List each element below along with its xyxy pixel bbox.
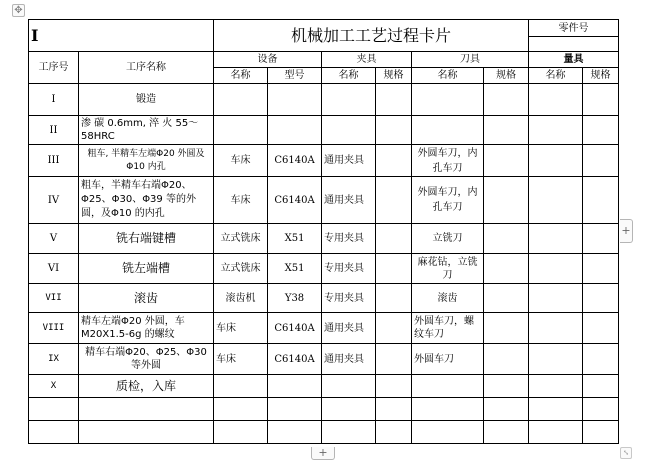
col-header-tool: 刀具 xyxy=(412,52,529,68)
table-row xyxy=(29,284,619,313)
cell-gauge-spec[interactable] xyxy=(583,145,619,177)
cell-gauge-spec[interactable] xyxy=(583,254,619,284)
cell-gauge-name[interactable] xyxy=(529,145,583,177)
cell-seq[interactable]: III xyxy=(29,145,79,177)
cell-tool-name[interactable] xyxy=(412,398,484,421)
cell-eq-name[interactable]: 立式铣床 xyxy=(214,254,268,284)
card-title: 机械加工工艺过程卡片 xyxy=(214,20,529,52)
cell-gauge-name[interactable] xyxy=(529,344,583,375)
cell-eq-model[interactable]: C6140A xyxy=(268,145,322,177)
add-row-button[interactable]: + xyxy=(311,447,335,460)
cell-fx-name[interactable] xyxy=(322,116,376,145)
cell-fx-name[interactable] xyxy=(322,375,376,398)
cell-seq[interactable]: VII xyxy=(29,284,79,313)
cell-gauge-spec[interactable] xyxy=(583,284,619,313)
cell-seq[interactable]: I xyxy=(29,84,79,116)
table-row xyxy=(29,177,619,224)
subheader-equipment-name: 名称 xyxy=(214,68,268,84)
cell-seq[interactable]: V xyxy=(29,224,79,254)
cell-seq[interactable]: VIII xyxy=(29,313,79,344)
cell-gauge-spec[interactable] xyxy=(583,84,619,116)
cell-gauge-spec[interactable] xyxy=(583,116,619,145)
cell-fx-name[interactable]: 通用夹具 xyxy=(322,313,376,344)
cell-fx-spec[interactable] xyxy=(376,421,412,444)
cell-tool-name[interactable] xyxy=(412,375,484,398)
part-number-label: 零件号 xyxy=(529,20,619,37)
cell-seq[interactable]: II xyxy=(29,116,79,145)
process-card-table xyxy=(28,19,619,444)
cell-tool-spec[interactable] xyxy=(484,116,529,145)
cell-gauge-name[interactable] xyxy=(529,398,583,421)
cell-tool-name[interactable]: 麻花钻，立铣刀 xyxy=(412,254,484,284)
cell-tool-name[interactable] xyxy=(412,84,484,116)
cell-eq-name[interactable]: 车床 xyxy=(214,313,268,344)
col-header-gauge: 量具 xyxy=(529,52,619,68)
cell-fx-spec[interactable] xyxy=(376,344,412,375)
cell-eq-model[interactable]: C6140A xyxy=(268,344,322,375)
table-row-empty xyxy=(29,421,619,444)
cell-gauge-name[interactable] xyxy=(529,177,583,224)
cell-name[interactable]: 滚齿 xyxy=(79,284,214,313)
cell-seq[interactable]: VI xyxy=(29,254,79,284)
cell-seq[interactable] xyxy=(29,398,79,421)
cell-fx-spec[interactable] xyxy=(376,254,412,284)
cell-name[interactable]: 粗车, 半精车左端Φ20 外圆及Φ10 内孔 xyxy=(79,145,214,177)
cell-tool-spec[interactable] xyxy=(484,224,529,254)
cell-name[interactable]: 铣右端键槽 xyxy=(79,224,214,254)
cell-eq-model[interactable] xyxy=(268,116,322,145)
cell-gauge-spec[interactable] xyxy=(583,177,619,224)
cell-tool-spec[interactable] xyxy=(484,344,529,375)
table-row xyxy=(29,313,619,344)
cell-fx-spec[interactable] xyxy=(376,284,412,313)
cell-fx-spec[interactable] xyxy=(376,375,412,398)
table-row xyxy=(29,116,619,145)
table-row xyxy=(29,254,619,284)
table-resize-handle-icon[interactable]: ⤡ xyxy=(620,447,632,459)
subheader-fixture-name: 名称 xyxy=(322,68,376,84)
cell-tool-name[interactable]: 外圆车刀，内孔车刀 xyxy=(412,177,484,224)
cell-tool-name[interactable]: 外圆车刀，内孔车刀 xyxy=(412,145,484,177)
cell-tool-spec[interactable] xyxy=(484,375,529,398)
cell-fx-name[interactable]: 专用夹具 xyxy=(322,284,376,313)
cell-tool-spec[interactable] xyxy=(484,177,529,224)
cell-gauge-name[interactable] xyxy=(529,284,583,313)
cell-fx-name[interactable] xyxy=(322,398,376,421)
cell-tool-spec[interactable] xyxy=(484,145,529,177)
table-row xyxy=(29,224,619,254)
cell-eq-model[interactable]: C6140A xyxy=(268,177,322,224)
cell-name[interactable]: 渗 碳 0.6mm, 淬 火 55～58HRC xyxy=(79,116,214,145)
cell-gauge-spec[interactable] xyxy=(583,224,619,254)
subheader-equipment-model: 型号 xyxy=(268,68,322,84)
cell-fx-spec[interactable] xyxy=(376,84,412,116)
add-column-button[interactable]: + xyxy=(620,219,633,243)
cell-fx-name[interactable]: 通用夹具 xyxy=(322,177,376,224)
cell-fx-name[interactable]: 专用夹具 xyxy=(322,254,376,284)
subheader-tool-name: 名称 xyxy=(412,68,484,84)
cell-gauge-name[interactable] xyxy=(529,116,583,145)
cell-eq-name[interactable]: 车床 xyxy=(214,145,268,177)
cell-fx-spec[interactable] xyxy=(376,116,412,145)
cell-fx-name[interactable]: 通用夹具 xyxy=(322,145,376,177)
cell-seq[interactable] xyxy=(29,421,79,444)
cell-name[interactable]: 粗车，半精车右端Φ20、Φ25、Φ30、Φ39 等的外圆，及Φ10 的内孔 xyxy=(79,177,214,224)
cell-fx-name[interactable] xyxy=(322,421,376,444)
cell-eq-model[interactable]: X51 xyxy=(268,254,322,284)
cell-name[interactable] xyxy=(79,421,214,444)
cell-fx-name[interactable]: 通用夹具 xyxy=(322,344,376,375)
subheader-tool-spec: 规格 xyxy=(484,68,529,84)
cell-fx-spec[interactable] xyxy=(376,224,412,254)
cell-gauge-spec[interactable] xyxy=(583,375,619,398)
subheader-gauge-spec: 规格 xyxy=(583,68,619,84)
col-header-equipment: 设备 xyxy=(214,52,322,68)
cell-eq-name[interactable]: 车床 xyxy=(214,177,268,224)
cell-tool-name[interactable] xyxy=(412,421,484,444)
cell-gauge-name[interactable] xyxy=(529,84,583,116)
table-row xyxy=(29,84,619,116)
cell-name[interactable]: 锻造 xyxy=(79,84,214,116)
cell-gauge-name[interactable] xyxy=(529,375,583,398)
table-move-handle-icon[interactable]: ✥ xyxy=(12,4,25,17)
cell-eq-model[interactable]: X51 xyxy=(268,224,322,254)
cell-eq-name[interactable] xyxy=(214,398,268,421)
table-row xyxy=(29,375,619,398)
cell-tool-spec[interactable] xyxy=(484,398,529,421)
table-row xyxy=(29,344,619,375)
cell-fx-name[interactable] xyxy=(322,84,376,116)
cell-eq-model[interactable]: C6140A xyxy=(268,313,322,344)
cell-fx-spec[interactable] xyxy=(376,398,412,421)
cell-eq-name[interactable] xyxy=(214,116,268,145)
table-row-empty xyxy=(29,398,619,421)
part-number-value[interactable] xyxy=(529,37,619,52)
col-header-name: 工序名称 xyxy=(79,52,214,84)
cell-tool-spec[interactable] xyxy=(484,284,529,313)
cell-gauge-name[interactable] xyxy=(529,313,583,344)
cell-eq-model[interactable] xyxy=(268,421,322,444)
cell-name[interactable]: 铣左端槽 xyxy=(79,254,214,284)
cell-eq-model[interactable]: Y38 xyxy=(268,284,322,313)
cell-name[interactable] xyxy=(79,398,214,421)
cell-eq-model[interactable] xyxy=(268,398,322,421)
cell-fx-spec[interactable] xyxy=(376,313,412,344)
cell-eq-model[interactable] xyxy=(268,375,322,398)
col-header-seq: 工序号 xyxy=(29,52,79,84)
cell-fx-name[interactable]: 专用夹具 xyxy=(322,224,376,254)
cell-eq-name[interactable] xyxy=(214,375,268,398)
header-blank-cell[interactable]: I xyxy=(29,20,214,52)
cell-gauge-name[interactable] xyxy=(529,224,583,254)
cell-tool-spec[interactable] xyxy=(484,254,529,284)
cell-tool-spec[interactable] xyxy=(484,421,529,444)
col-header-fixture: 夹具 xyxy=(322,52,412,68)
cell-gauge-spec[interactable] xyxy=(583,344,619,375)
cell-gauge-spec[interactable] xyxy=(583,398,619,421)
cell-name[interactable]: 质检，入库 xyxy=(79,375,214,398)
cell-seq[interactable]: X xyxy=(29,375,79,398)
cell-gauge-spec[interactable] xyxy=(583,421,619,444)
cell-tool-name[interactable]: 外圆车刀 xyxy=(412,344,484,375)
cell-eq-name[interactable] xyxy=(214,84,268,116)
cell-name[interactable]: 精车左端Φ20 外圆，车M20X1.5-6g 的螺纹 xyxy=(79,313,214,344)
cell-tool-name[interactable] xyxy=(412,116,484,145)
cell-tool-name[interactable]: 滚齿 xyxy=(412,284,484,313)
cell-eq-name[interactable]: 立式铣床 xyxy=(214,224,268,254)
cell-tool-spec[interactable] xyxy=(484,313,529,344)
cell-seq[interactable]: IV xyxy=(29,177,79,224)
cell-gauge-name[interactable] xyxy=(529,254,583,284)
subheader-fixture-spec: 规格 xyxy=(376,68,412,84)
cell-tool-name[interactable]: 外圆车刀，螺纹车刀 xyxy=(412,313,484,344)
cell-fx-spec[interactable] xyxy=(376,145,412,177)
cell-tool-spec[interactable] xyxy=(484,84,529,116)
cell-eq-model[interactable] xyxy=(268,84,322,116)
cell-eq-name[interactable]: 滚齿机 xyxy=(214,284,268,313)
cell-tool-name[interactable]: 立铣刀 xyxy=(412,224,484,254)
cell-fx-spec[interactable] xyxy=(376,177,412,224)
cell-eq-name[interactable] xyxy=(214,421,268,444)
table-row xyxy=(29,145,619,177)
cell-gauge-spec[interactable] xyxy=(583,313,619,344)
cell-name[interactable]: 精车右端Φ20、Φ25、Φ30 等外圆 xyxy=(79,344,214,375)
subheader-gauge-name: 名称 xyxy=(529,68,583,84)
cell-gauge-name[interactable] xyxy=(529,421,583,444)
cell-eq-name[interactable]: 车床 xyxy=(214,344,268,375)
cell-seq[interactable]: IX xyxy=(29,344,79,375)
